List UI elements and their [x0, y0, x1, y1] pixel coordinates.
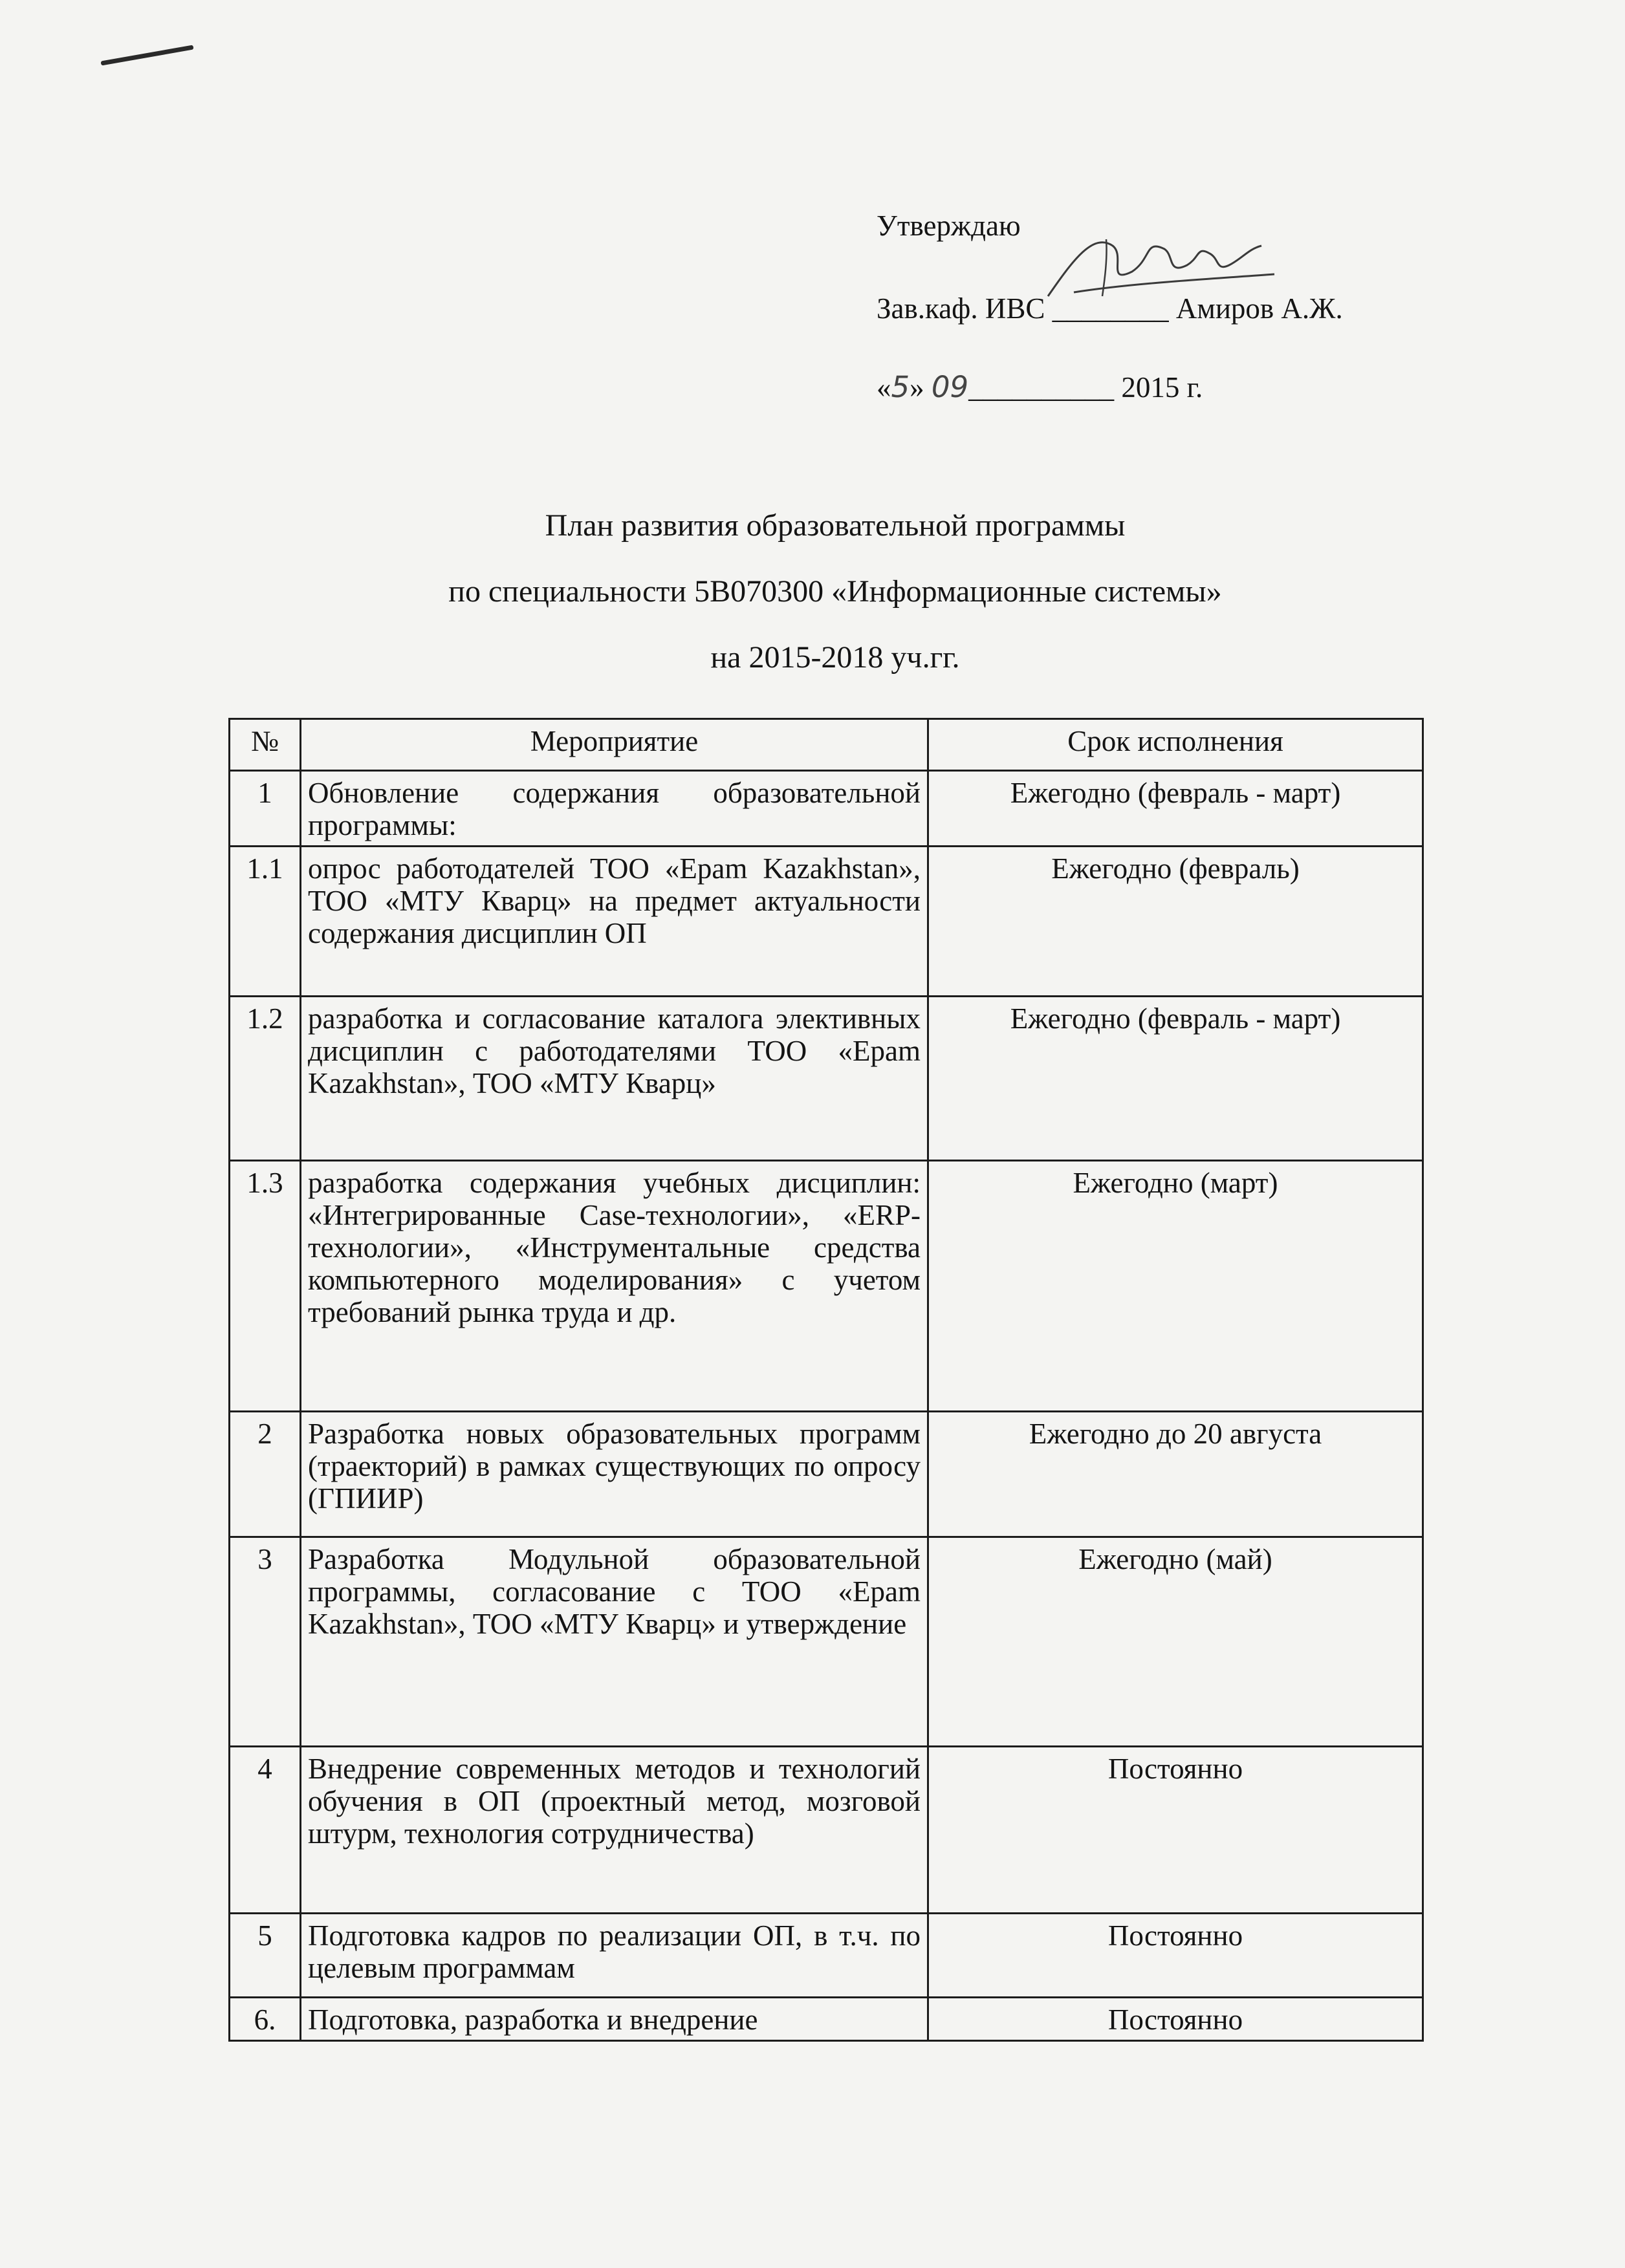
- plan-years: на 2015-2018 уч.гг.: [710, 640, 960, 675]
- row-event: Подготовка кадров по реализации ОП, в т.ч. по целевым программам: [301, 1914, 928, 1998]
- approver-line: Зав.каф. ИВС ________ Амиров А.Ж.: [877, 292, 1343, 325]
- row-term: Постоянно: [928, 1914, 1423, 1998]
- plan-table: [228, 718, 1424, 2042]
- row-event: разработка содержания учебных дисциплин: «Интегрированные Case-технологии», «ERP-технологии», «Инструментальные средства компьютерного моделирования» с учетом требований рынка труда и др.: [301, 1161, 928, 1412]
- plan-specialty: по специальности 5В070300 «Информационные системы»: [448, 574, 1222, 609]
- header-number: №: [230, 719, 301, 771]
- handwritten-signature: [1035, 220, 1281, 310]
- date-month: 09: [931, 370, 969, 404]
- header-event: Мероприятие: [301, 719, 928, 771]
- row-event: Разработка Модульной образовательной программы, согласование с ТОО «Epam Kazakhstan», ТОО «МТУ Кварц» и утверждение: [301, 1537, 928, 1747]
- table-row: [230, 1914, 1423, 1998]
- table-header-row: [230, 719, 1423, 771]
- header-term: Срок исполнения: [928, 719, 1423, 771]
- row-term: Ежегодно (февраль - март): [928, 997, 1423, 1161]
- row-event: разработка и согласование каталога элективных дисциплин с работодателями ТОО «Epam Kazakhstan», ТОО «МТУ Кварц»: [301, 997, 928, 1161]
- table-row: [230, 1161, 1423, 1412]
- row-term: Ежегодно до 20 августа: [928, 1412, 1423, 1537]
- row-number: 4: [230, 1747, 301, 1914]
- row-number: 1.2: [230, 997, 301, 1161]
- row-number: 5: [230, 1914, 301, 1998]
- row-term: Ежегодно (февраль - март): [928, 771, 1423, 847]
- date-year: __________ 2015 г.: [968, 371, 1203, 404]
- row-event: Внедрение современных методов и технологий обучения в ОП (проектный метод, мозговой штурм, технология сотрудничества): [301, 1747, 928, 1914]
- row-number: 1.3: [230, 1161, 301, 1412]
- row-term: Ежегодно (февраль): [928, 847, 1423, 997]
- date-quote-close: »: [910, 371, 924, 404]
- row-number: 3: [230, 1537, 301, 1747]
- date-quote-open: «: [877, 371, 891, 404]
- approval-date: [877, 367, 1203, 407]
- table-row: [230, 1747, 1423, 1914]
- row-event: опрос работодателей ТОО «Epam Kazakhstan», ТОО «МТУ Кварц» на предмет актуальности содержания дисциплин ОП: [301, 847, 928, 997]
- table-row: [230, 771, 1423, 847]
- table-row: [230, 1998, 1423, 2041]
- table-row: [230, 847, 1423, 997]
- row-event: Обновление содержания образовательной программы:: [301, 771, 928, 847]
- table-row: [230, 997, 1423, 1161]
- row-number: 1.1: [230, 847, 301, 997]
- row-event: Разработка новых образовательных программ (траекторий) в рамках существующих по опросу (ГПИИР): [301, 1412, 928, 1537]
- row-term: Постоянно: [928, 1747, 1423, 1914]
- row-number: 6.: [230, 1998, 301, 2041]
- row-term: Постоянно: [928, 1998, 1423, 2041]
- approve-word: Утверждаю: [877, 210, 1021, 242]
- table-row: [230, 1537, 1423, 1747]
- date-day: 5: [891, 370, 910, 404]
- plan-title: План развития образовательной программы: [545, 508, 1126, 543]
- row-event: Подготовка, разработка и внедрение: [301, 1998, 928, 2041]
- row-number: 1: [230, 771, 301, 847]
- row-term: Ежегодно (март): [928, 1161, 1423, 1412]
- scan-mark: [100, 45, 193, 65]
- table-row: [230, 1412, 1423, 1537]
- row-term: Ежегодно (май): [928, 1537, 1423, 1747]
- row-number: 2: [230, 1412, 301, 1537]
